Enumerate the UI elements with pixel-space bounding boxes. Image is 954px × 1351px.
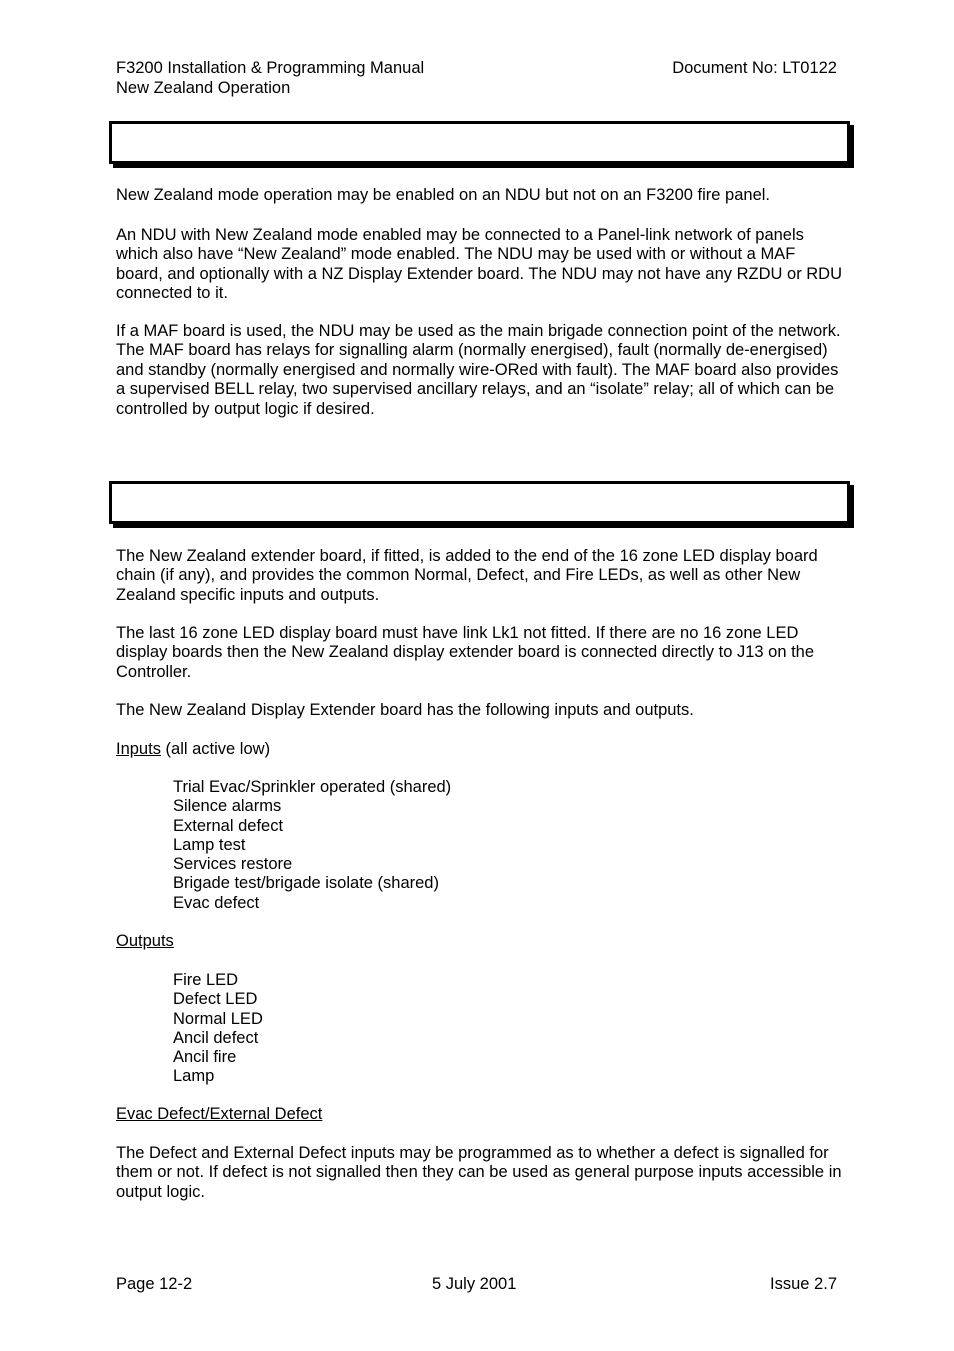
- section-subtitle: New Zealand Operation: [116, 79, 291, 97]
- section-heading-box-1: [109, 121, 850, 164]
- footer-date: 5 July 2001: [432, 1275, 517, 1293]
- list-item: External defect: [173, 816, 284, 835]
- list-item: Trial Evac/Sprinkler operated (shared): [173, 778, 452, 796]
- evac-defect-heading-label: Evac Defect/External Defect: [116, 1105, 323, 1123]
- paragraph: The New Zealand extender board, if fitted, is added to the end of the 16 zone LED display board chain (if any), and provides the common Normal, Defect, and Fire LEDs, as well as other New Zealand specific inputs and outputs.: [116, 547, 818, 604]
- document-number: Document No: LT0122: [672, 59, 837, 77]
- page-number: Page 12-2: [116, 1275, 193, 1293]
- paragraph: An NDU with New Zealand mode enabled may be connected to a Panel-link network of panels which also have “New Zealand” mode enabled. The NDU may be used with or without a MAF board, and optionally with a NZ Display Extender board. The NDU may not have any RZDU or RDU connected to it.: [116, 226, 843, 303]
- list-item: Brigade test/brigade isolate (shared): [173, 874, 439, 893]
- outputs-list: [173, 971, 263, 1087]
- paragraph: The New Zealand Display Extender board has the following inputs and outputs.: [116, 701, 694, 719]
- issue-number: Issue 2.7: [770, 1275, 837, 1293]
- paragraph: If a MAF board is used, the NDU may be used as the main brigade connection point of the network. The MAF board has relays for signalling alarm (normally energised), fault (normally de-energised) and standby (normally energised and normally wire-ORed with fault). The MAF board also provides a supervised BELL relay, two supervised ancillary relays, and an “isolate” relay; all of which can be controlled by output logic if desired.: [116, 322, 841, 418]
- list-item: Defect LED: [173, 990, 258, 1009]
- list-item: Lamp test: [173, 835, 246, 854]
- evac-defect-heading: [116, 1105, 846, 1124]
- list-item: Silence alarms: [173, 797, 282, 816]
- list-item: Services restore: [173, 855, 293, 874]
- paragraph: The last 16 zone LED display board must have link Lk1 not fitted. If there are no 16 zone LED display boards then the New Zealand display extender board is connected directly to J13 on the Controller.: [116, 624, 815, 681]
- inputs-heading-label: Inputs: [116, 740, 161, 758]
- document-header: [116, 58, 424, 98]
- inputs-list: [173, 778, 451, 913]
- inputs-heading: [116, 740, 846, 759]
- inputs-heading-note: (all active low): [160, 740, 271, 758]
- list-item: Lamp: [173, 1067, 215, 1086]
- paragraph: New Zealand mode operation may be enabled on an NDU but not on an F3200 fire panel.: [116, 186, 771, 204]
- outputs-heading: [116, 932, 846, 951]
- manual-title: F3200 Installation & Programming Manual: [116, 59, 425, 77]
- section-heading-box-2: [109, 481, 850, 524]
- list-item: Evac defect: [173, 893, 260, 912]
- list-item: Ancil defect: [173, 1028, 259, 1047]
- paragraph: The Defect and External Defect inputs may be programmed as to whether a defect is signalled for them or not. If defect is not signalled then they can be used as general purpose inputs accessible in output logic.: [116, 1144, 842, 1201]
- list-item: Normal LED: [173, 1009, 263, 1028]
- list-item: Fire LED: [173, 971, 239, 989]
- outputs-heading-label: Outputs: [116, 932, 174, 950]
- list-item: Ancil fire: [173, 1048, 237, 1067]
